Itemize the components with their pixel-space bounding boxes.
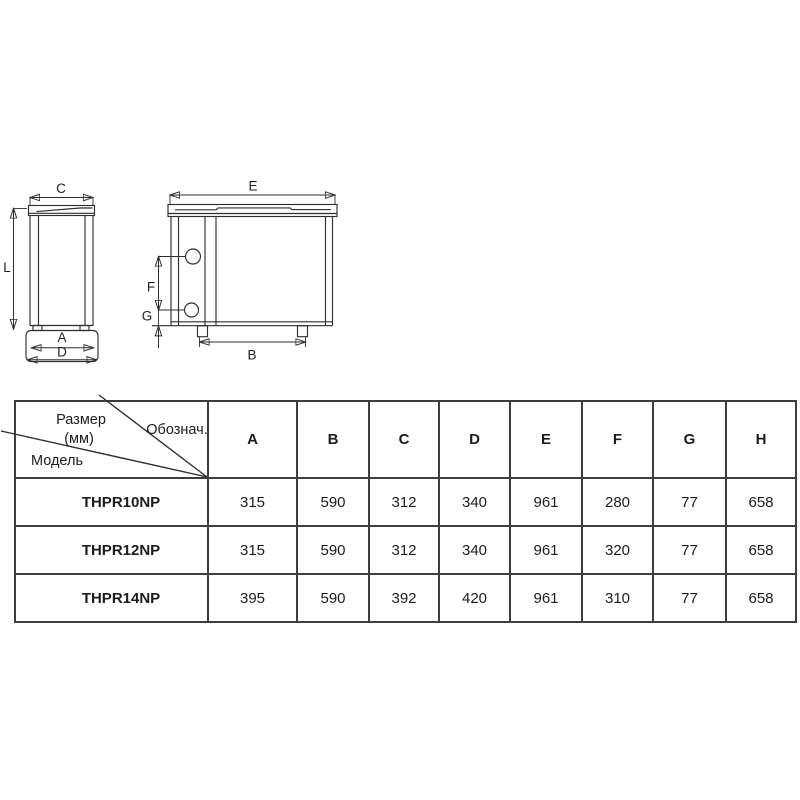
corner-designation-label: Обознач.: [146, 422, 208, 438]
value-cell: 310: [582, 574, 653, 622]
dimensions-table: [14, 400, 797, 623]
dim-label-c: C: [56, 181, 66, 196]
value-cell: 658: [726, 526, 796, 574]
side-view: [3, 181, 98, 362]
column-header-b: B: [297, 401, 369, 478]
value-cell: 590: [297, 478, 369, 526]
dim-label-a: A: [57, 330, 67, 345]
value-cell: 77: [653, 478, 726, 526]
dim-label-g: G: [141, 308, 153, 324]
value-cell: 312: [369, 478, 439, 526]
value-cell: 315: [208, 478, 297, 526]
dim-label-d: D: [57, 344, 67, 360]
corner-size-unit: (мм): [64, 431, 94, 447]
value-cell: 395: [208, 574, 297, 622]
value-cell: 420: [439, 574, 510, 622]
header-corner-cell: [15, 401, 208, 478]
value-cell: 280: [582, 478, 653, 526]
model-name: THPR10NP: [15, 478, 208, 526]
value-cell: 315: [208, 526, 297, 574]
technical-drawing: [0, 175, 360, 375]
value-cell: 77: [653, 526, 726, 574]
dim-label-f: F: [146, 279, 156, 295]
upper-pipe-port: [186, 249, 201, 264]
value-cell: 658: [726, 478, 796, 526]
corner-size-label: Размер: [56, 412, 106, 428]
value-cell: 590: [297, 574, 369, 622]
value-cell: 961: [510, 526, 582, 574]
header-row: [15, 401, 796, 478]
dimensions-table-wrap: [14, 400, 797, 623]
table-row: [15, 478, 796, 526]
value-cell: 340: [439, 478, 510, 526]
column-header-a: A: [208, 401, 297, 478]
table-row: [15, 526, 796, 574]
dim-label-l: L: [3, 260, 11, 275]
value-cell: 320: [582, 526, 653, 574]
column-header-c: C: [369, 401, 439, 478]
dim-label-b: B: [247, 347, 257, 363]
value-cell: 590: [297, 526, 369, 574]
column-header-h: H: [726, 401, 796, 478]
corner-model-label: Модель: [30, 453, 84, 469]
value-cell: 312: [369, 526, 439, 574]
front-view: [142, 179, 337, 363]
column-header-f: F: [582, 401, 653, 478]
value-cell: 961: [510, 478, 582, 526]
lower-pipe-port: [185, 303, 199, 317]
value-cell: 961: [510, 574, 582, 622]
column-header-e: E: [510, 401, 582, 478]
model-name: THPR14NP: [15, 574, 208, 622]
value-cell: 392: [369, 574, 439, 622]
model-name: THPR12NP: [15, 526, 208, 574]
value-cell: 340: [439, 526, 510, 574]
dim-label-e: E: [248, 178, 258, 194]
table-row: [15, 574, 796, 622]
column-header-d: D: [439, 401, 510, 478]
value-cell: 77: [653, 574, 726, 622]
column-header-g: G: [653, 401, 726, 478]
value-cell: 658: [726, 574, 796, 622]
